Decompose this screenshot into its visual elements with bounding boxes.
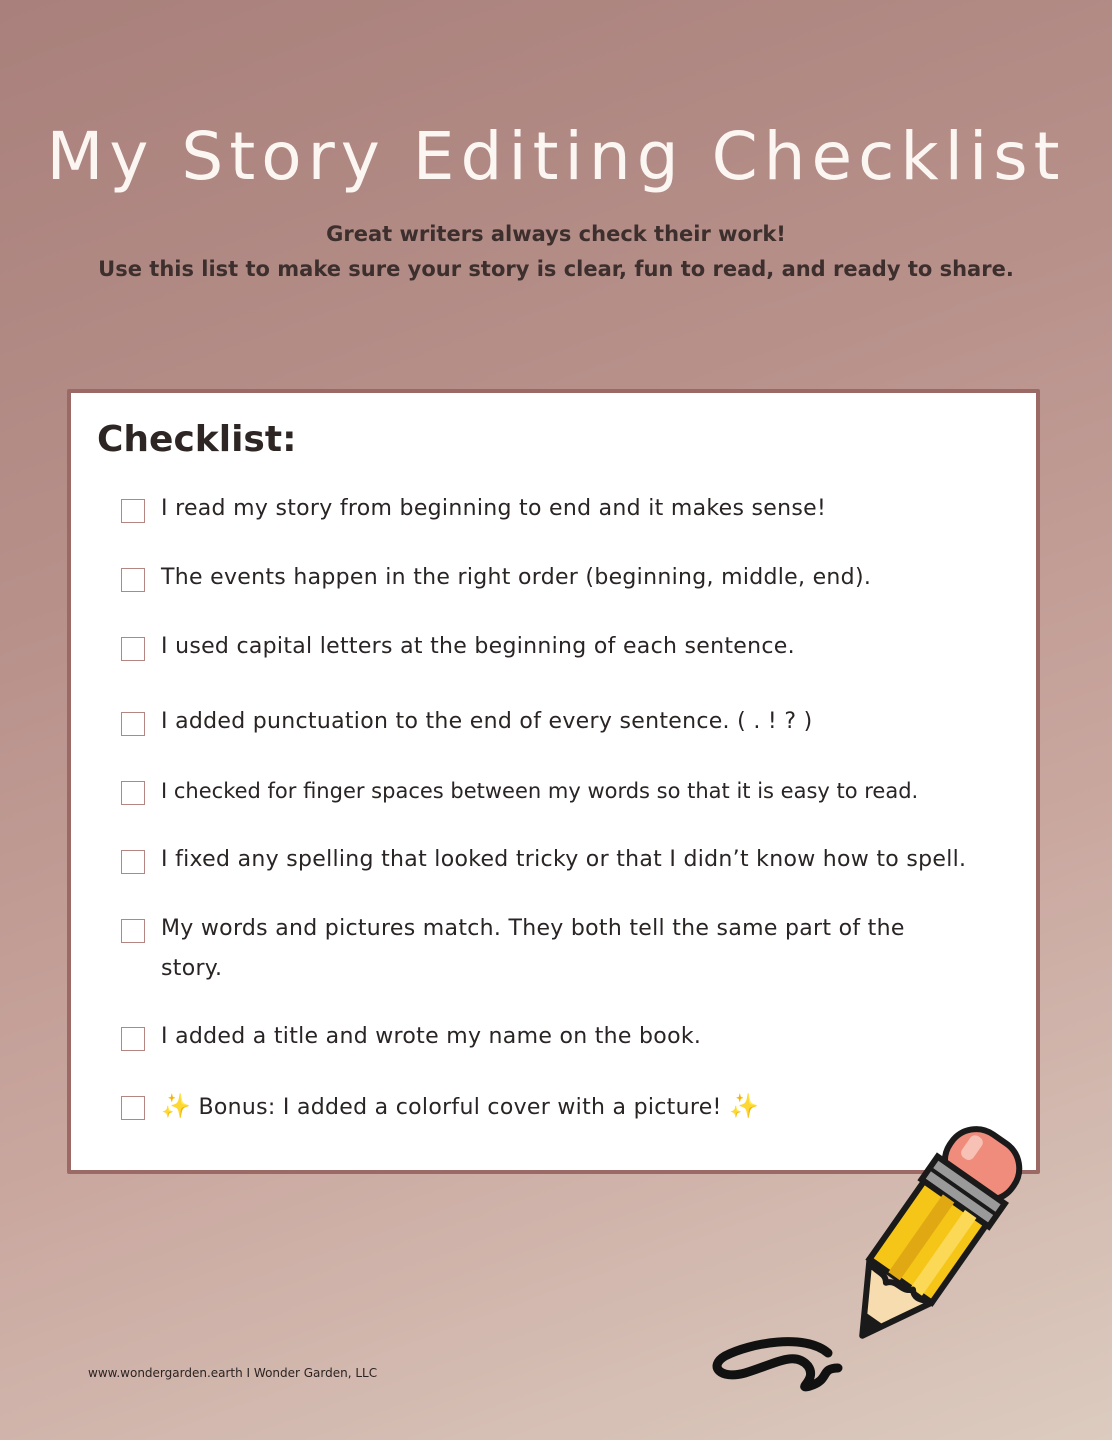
checkbox-icon[interactable]: [121, 919, 145, 943]
sparkle-icon: ✨: [161, 1092, 192, 1120]
checklist-item: [121, 913, 921, 989]
checklist-card: [67, 389, 1040, 1174]
checklist-item-text: I read my story from beginning to end and it makes sense!: [161, 496, 827, 521]
footer-credit: www.wondergarden.earth I Wonder Garden, LLC: [88, 1366, 378, 1380]
checklist-item-text: I fixed any spelling that looked tricky or that I didn’t know how to spell.: [161, 847, 967, 872]
checklist-item: [121, 493, 1021, 529]
checkbox-icon[interactable]: [121, 1027, 145, 1051]
checkbox-icon[interactable]: [121, 712, 145, 736]
checklist-item: [121, 844, 1021, 880]
checklist-item: [121, 631, 1021, 667]
checklist-item: [121, 1021, 1021, 1057]
checklist-item-text: I added a title and wrote my name on the book.: [161, 1024, 702, 1049]
checklist-heading: Checklist:: [97, 419, 297, 460]
sparkle-icon: ✨: [728, 1092, 760, 1120]
checklist-item-text: My words and pictures match. They both tell the same part of the story.: [161, 916, 905, 981]
page-title: My Story Editing Checklist: [46, 118, 1066, 195]
subtitle-line-2: Use this list to make sure your story is clear, fun to read, and ready to share.: [98, 257, 1014, 281]
checkbox-icon[interactable]: [121, 781, 145, 805]
bonus-text: Bonus: I added a colorful cover with a picture!: [198, 1095, 722, 1120]
checkbox-icon[interactable]: [121, 1096, 145, 1120]
pencil-icon: [700, 1118, 1030, 1398]
checklist-item: [121, 562, 1021, 598]
checkbox-icon[interactable]: [121, 850, 145, 874]
subtitle-line-1: Great writers always check their work!: [326, 222, 786, 246]
checklist-item: [121, 775, 1021, 811]
checkbox-icon[interactable]: [121, 499, 145, 523]
checkbox-icon[interactable]: [121, 637, 145, 661]
checklist-item-text: The events happen in the right order (beginning, middle, end).: [161, 565, 872, 590]
checkbox-icon[interactable]: [121, 568, 145, 592]
checklist-item-text: I checked for finger spaces between my words so that it is easy to read.: [161, 779, 919, 803]
checklist-item-text-bonus: [161, 1086, 759, 1128]
checklist-item-text: I added punctuation to the end of every sentence. ( . ! ? ): [161, 709, 813, 734]
checklist-item-text: I used capital letters at the beginning of each sentence.: [161, 634, 795, 659]
checklist-item: [121, 706, 1021, 742]
